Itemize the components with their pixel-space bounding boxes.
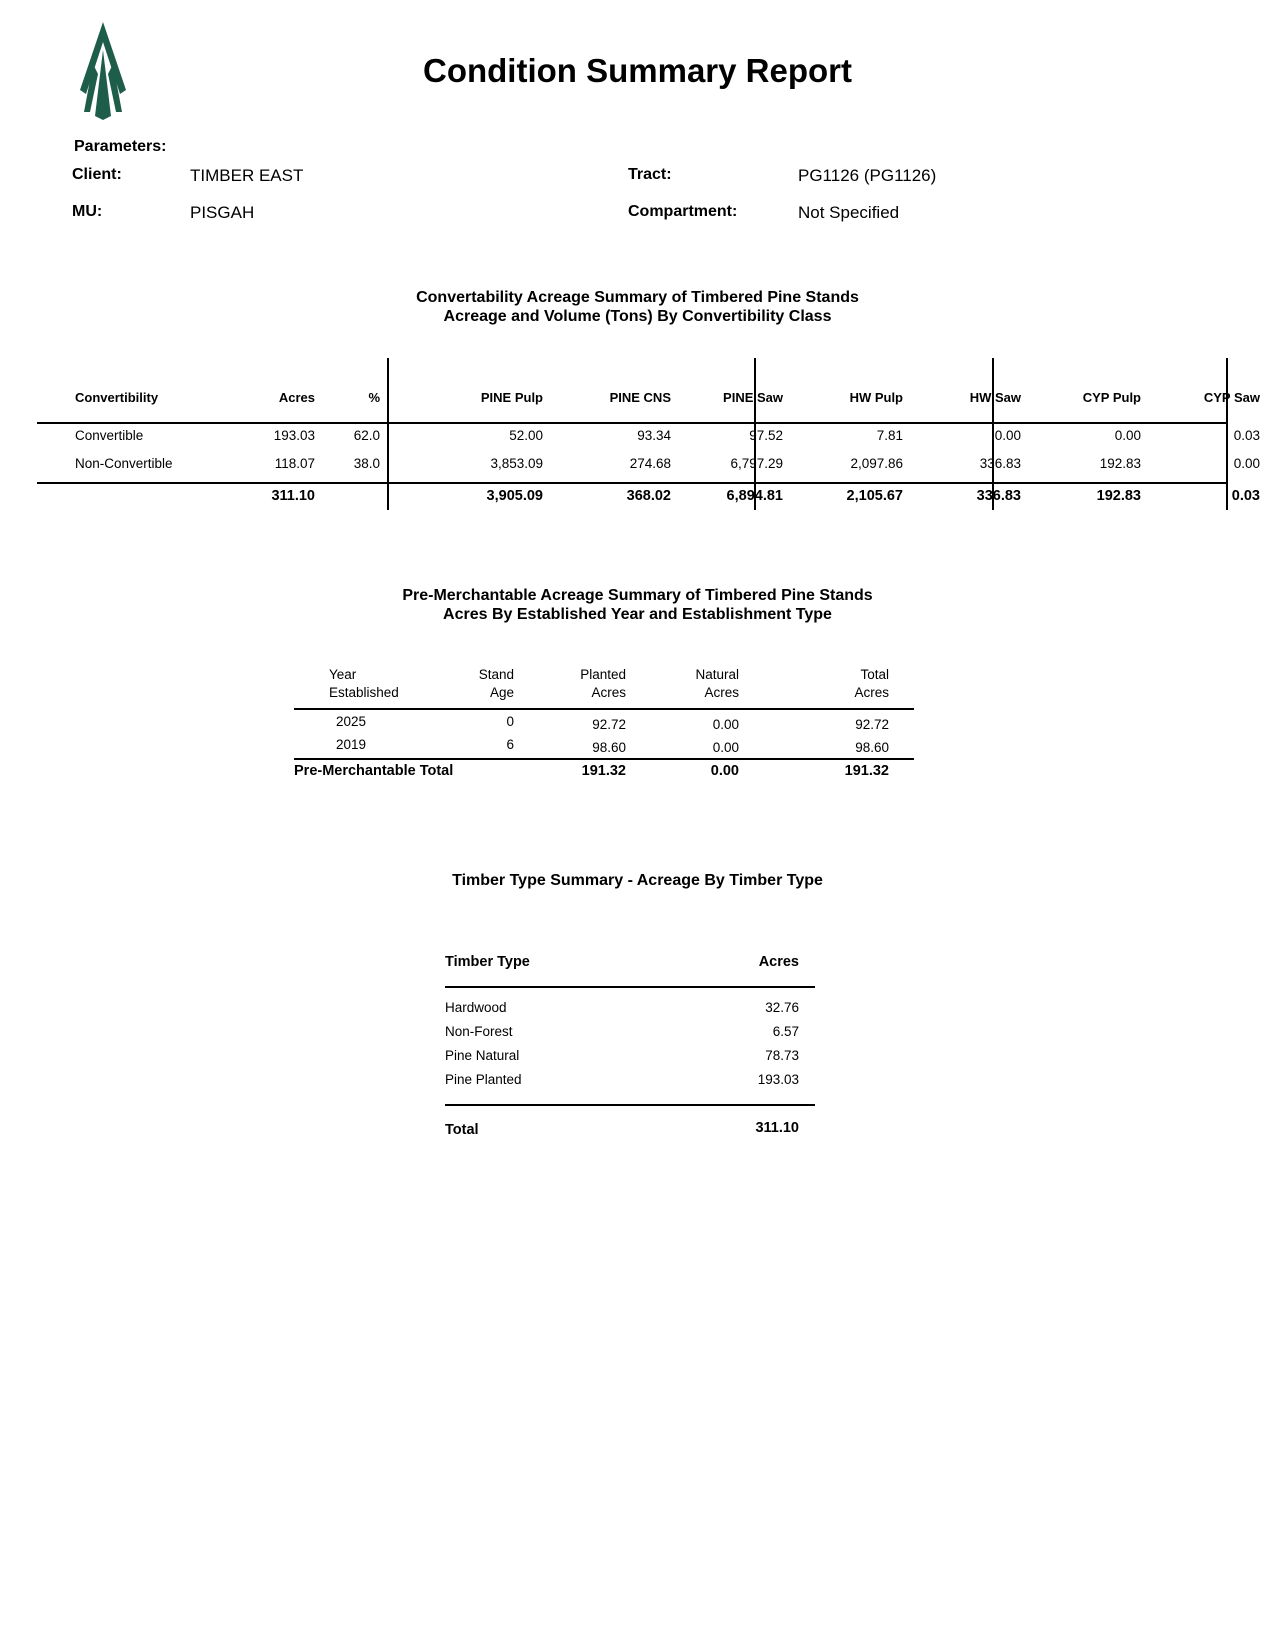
header-rule bbox=[37, 422, 1228, 424]
col-header-pine-cns: PINE CNS bbox=[609, 390, 671, 405]
compartment-value: Not Specified bbox=[798, 203, 900, 222]
total-acres: 311.10 bbox=[271, 488, 315, 504]
col-header-year bbox=[329, 666, 399, 702]
cell-pine-pulp: 52.00 bbox=[509, 428, 543, 443]
total-planted-acres: 191.32 bbox=[581, 763, 626, 779]
cell-pine-saw: 97.52 bbox=[749, 428, 783, 443]
col-header-planted-acres bbox=[580, 666, 626, 702]
header-rule bbox=[294, 708, 914, 710]
cell-percent: 62.0 bbox=[353, 428, 380, 443]
col-header-convertibility: Convertibility bbox=[75, 390, 159, 405]
cell-timber-type: Pine Planted bbox=[445, 1072, 522, 1087]
total-total-acres: 191.32 bbox=[844, 763, 889, 779]
tract-value: PG1126 (PG1126) bbox=[798, 166, 937, 185]
cell-hw-pulp: 2,097.86 bbox=[850, 456, 903, 471]
total-cyp-pulp: 192.83 bbox=[1096, 488, 1141, 504]
cell-pine-saw: 6,797.29 bbox=[730, 456, 783, 471]
col-header-hw-pulp: HW Pulp bbox=[849, 390, 903, 405]
col-header-timber-type: Timber Type bbox=[445, 954, 530, 970]
col-header-cyp-pulp: CYP Pulp bbox=[1082, 390, 1141, 405]
cell-stand-age: 6 bbox=[506, 737, 514, 752]
total-rule bbox=[294, 758, 914, 760]
cell-hw-saw: 0.00 bbox=[994, 428, 1021, 443]
total-hw-pulp: 2,105.67 bbox=[846, 488, 903, 504]
col-header-hw-saw: HW Saw bbox=[969, 390, 1021, 405]
cell-hw-saw: 336.83 bbox=[979, 456, 1021, 471]
timber-type-table bbox=[444, 948, 824, 1148]
header-line: Planted bbox=[580, 667, 626, 682]
tract-label: Tract: bbox=[628, 166, 672, 183]
col-header-pine-pulp: PINE Pulp bbox=[480, 390, 543, 405]
col-header-pine-saw: PINE Saw bbox=[723, 390, 783, 405]
cell-percent: 38.0 bbox=[353, 456, 380, 471]
cell-timber-type: Hardwood bbox=[445, 1000, 507, 1015]
report-title: Condition Summary Report bbox=[422, 52, 853, 89]
premerch-total-label: Pre-Merchantable Total bbox=[294, 763, 454, 779]
cell-planted-acres: 98.60 bbox=[592, 740, 626, 755]
header-rule bbox=[445, 986, 815, 988]
total-rule bbox=[37, 482, 1228, 484]
header-line: Age bbox=[489, 685, 514, 700]
total-pine-cns: 368.02 bbox=[626, 488, 671, 504]
header-line: Year bbox=[329, 667, 357, 682]
cell-acres: 32.76 bbox=[765, 1000, 799, 1015]
cell-acres: 118.07 bbox=[274, 456, 315, 471]
cell-stand-age: 0 bbox=[506, 714, 514, 729]
header-line: Acres bbox=[591, 685, 626, 700]
col-header-acres: Acres bbox=[278, 390, 315, 405]
convertibility-title-2: Acreage and Volume (Tons) By Convertibility Class bbox=[443, 308, 832, 325]
cell-year: 2019 bbox=[336, 737, 367, 752]
mu-label: MU: bbox=[72, 203, 103, 220]
col-header-stand-age bbox=[479, 666, 514, 702]
timber-type-title: Timber Type Summary - Acreage By Timber Type bbox=[452, 872, 823, 889]
convertibility-table bbox=[37, 358, 1260, 510]
mu-value: PISGAH bbox=[190, 203, 255, 222]
cell-natural-acres: 0.00 bbox=[712, 717, 739, 732]
premerch-title-1: Pre-Merchantable Acreage Summary of Timbered Pine Stands bbox=[402, 587, 873, 604]
cell-natural-acres: 0.00 bbox=[712, 740, 739, 755]
col-header-natural-acres bbox=[695, 666, 739, 702]
header-line: Stand bbox=[478, 667, 514, 682]
header-line: Established bbox=[329, 685, 399, 700]
client-label: Client: bbox=[72, 166, 122, 183]
header-line: Acres bbox=[704, 685, 739, 700]
cell-total-acres: 98.60 bbox=[855, 740, 889, 755]
parameters-heading: Parameters: bbox=[74, 138, 167, 155]
cell-planted-acres: 92.72 bbox=[592, 717, 626, 732]
cell-hw-pulp: 7.81 bbox=[876, 428, 903, 443]
cell-pine-cns: 93.34 bbox=[637, 428, 671, 443]
timber-total-label: Total bbox=[445, 1122, 479, 1138]
row-convertible-label: Convertible bbox=[75, 428, 144, 443]
header-line: Natural bbox=[695, 667, 739, 682]
col-header-cyp-saw: CYP Saw bbox=[1203, 390, 1260, 405]
cell-timber-type: Pine Natural bbox=[445, 1048, 520, 1063]
col-header-total-acres bbox=[854, 666, 889, 702]
cell-acres: 78.73 bbox=[765, 1048, 799, 1063]
header-line: Acres bbox=[854, 685, 889, 700]
convertibility-title-1: Convertability Acreage Summary of Timbered Pine Stands bbox=[416, 289, 859, 306]
total-natural-acres: 0.00 bbox=[710, 763, 739, 779]
compartment-label: Compartment: bbox=[628, 203, 738, 220]
cell-cyp-pulp: 192.83 bbox=[1099, 456, 1141, 471]
timber-total-value: 311.10 bbox=[755, 1120, 799, 1136]
cell-cyp-saw: 0.00 bbox=[1233, 456, 1260, 471]
cell-pine-cns: 274.68 bbox=[629, 456, 671, 471]
total-hw-saw: 336.83 bbox=[976, 488, 1021, 504]
cell-acres: 193.03 bbox=[273, 428, 315, 443]
total-pine-saw: 6,894.81 bbox=[726, 488, 783, 504]
row-non-convertible-label: Non-Convertible bbox=[75, 456, 173, 471]
cell-year: 2025 bbox=[336, 714, 367, 729]
total-rule bbox=[445, 1104, 815, 1106]
column-divider bbox=[1226, 358, 1228, 510]
total-pine-pulp: 3,905.09 bbox=[486, 488, 543, 504]
header-line: Total bbox=[860, 667, 889, 682]
cell-cyp-pulp: 0.00 bbox=[1114, 428, 1141, 443]
cell-pine-pulp: 3,853.09 bbox=[490, 456, 543, 471]
col-header-percent: % bbox=[368, 390, 380, 405]
premerch-table bbox=[291, 662, 911, 782]
cell-cyp-saw: 0.03 bbox=[1233, 428, 1260, 443]
cell-acres: 6.57 bbox=[772, 1024, 799, 1039]
cell-timber-type: Non-Forest bbox=[445, 1024, 513, 1039]
premerch-title-2: Acres By Established Year and Establishment Type bbox=[443, 606, 832, 623]
col-header-acres: Acres bbox=[758, 954, 799, 970]
cell-acres: 193.03 bbox=[757, 1072, 799, 1087]
cell-total-acres: 92.72 bbox=[855, 717, 889, 732]
total-cyp-saw: 0.03 bbox=[1231, 488, 1260, 504]
client-value: TIMBER EAST bbox=[190, 166, 304, 185]
column-divider bbox=[387, 358, 389, 510]
